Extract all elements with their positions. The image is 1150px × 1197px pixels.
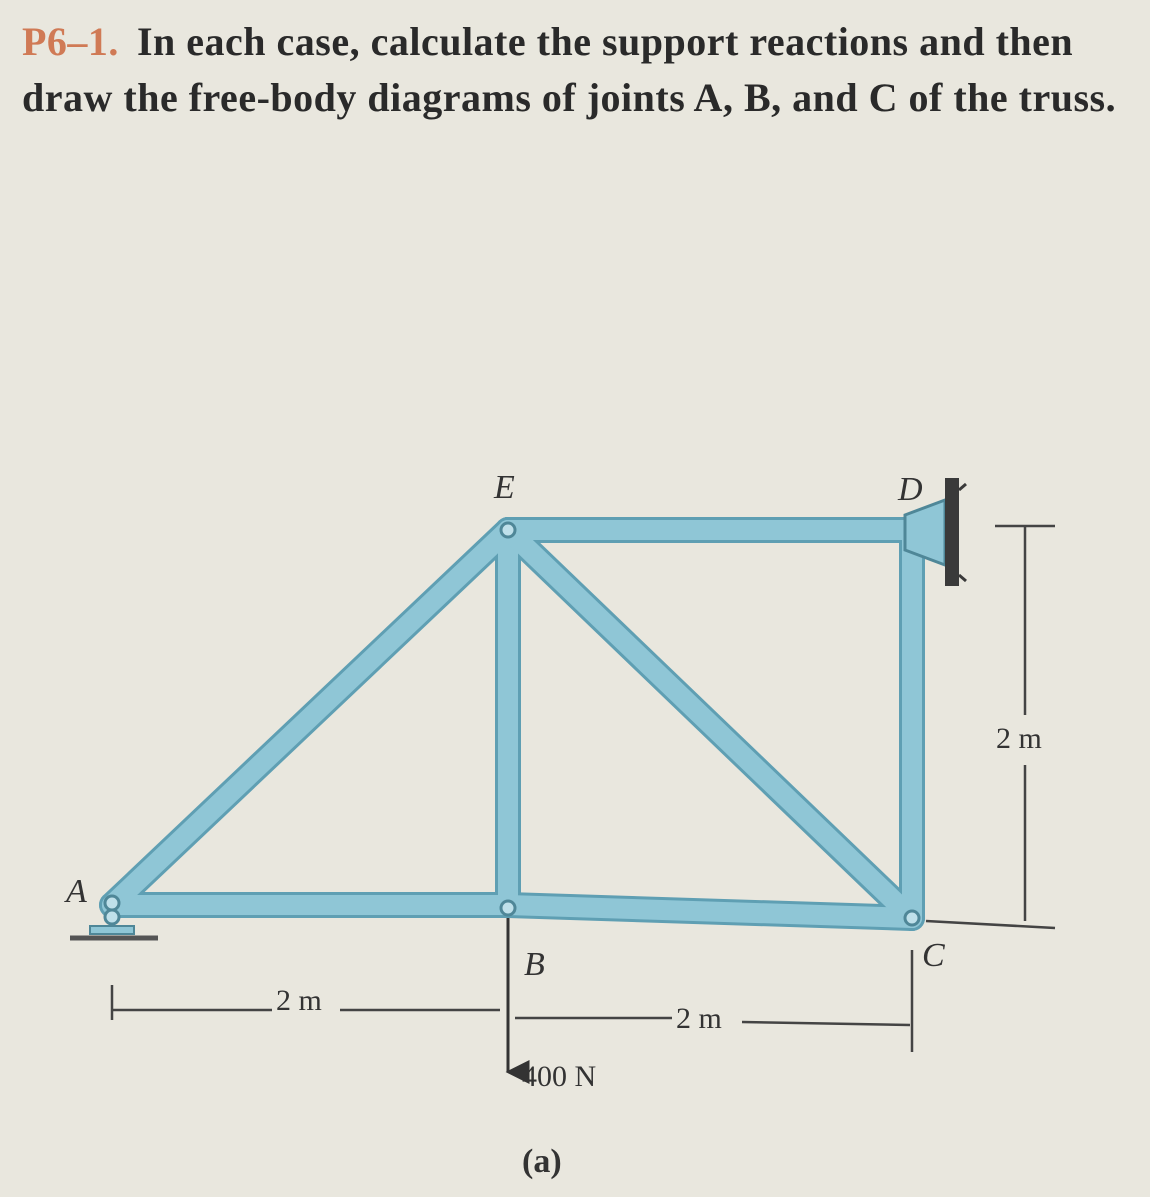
label-joint-e: E (494, 469, 515, 506)
joint-a-pin (105, 896, 119, 910)
label-joint-c: C (922, 937, 945, 974)
label-joint-b: B (524, 946, 545, 983)
label-joint-a: A (66, 873, 87, 910)
horizontal-dimensions (112, 950, 912, 1052)
dimension-height: 2 m (996, 722, 1042, 755)
joint-c-pin (905, 911, 919, 925)
dimension-span-right: 2 m (676, 1002, 722, 1035)
figure-caption: (a) (522, 1143, 562, 1180)
label-joint-d: D (898, 471, 923, 508)
joint-b-pin (501, 901, 515, 915)
problem-number: P6–1. (22, 19, 119, 64)
problem-text: In each case, calculate the support reactions and then draw the free-body diagrams of joints A, B, and C of the truss. (22, 19, 1117, 120)
dimension-span-left: 2 m (276, 984, 322, 1017)
load-label: 400 N (522, 1060, 597, 1093)
joint-e-pin (501, 523, 515, 537)
